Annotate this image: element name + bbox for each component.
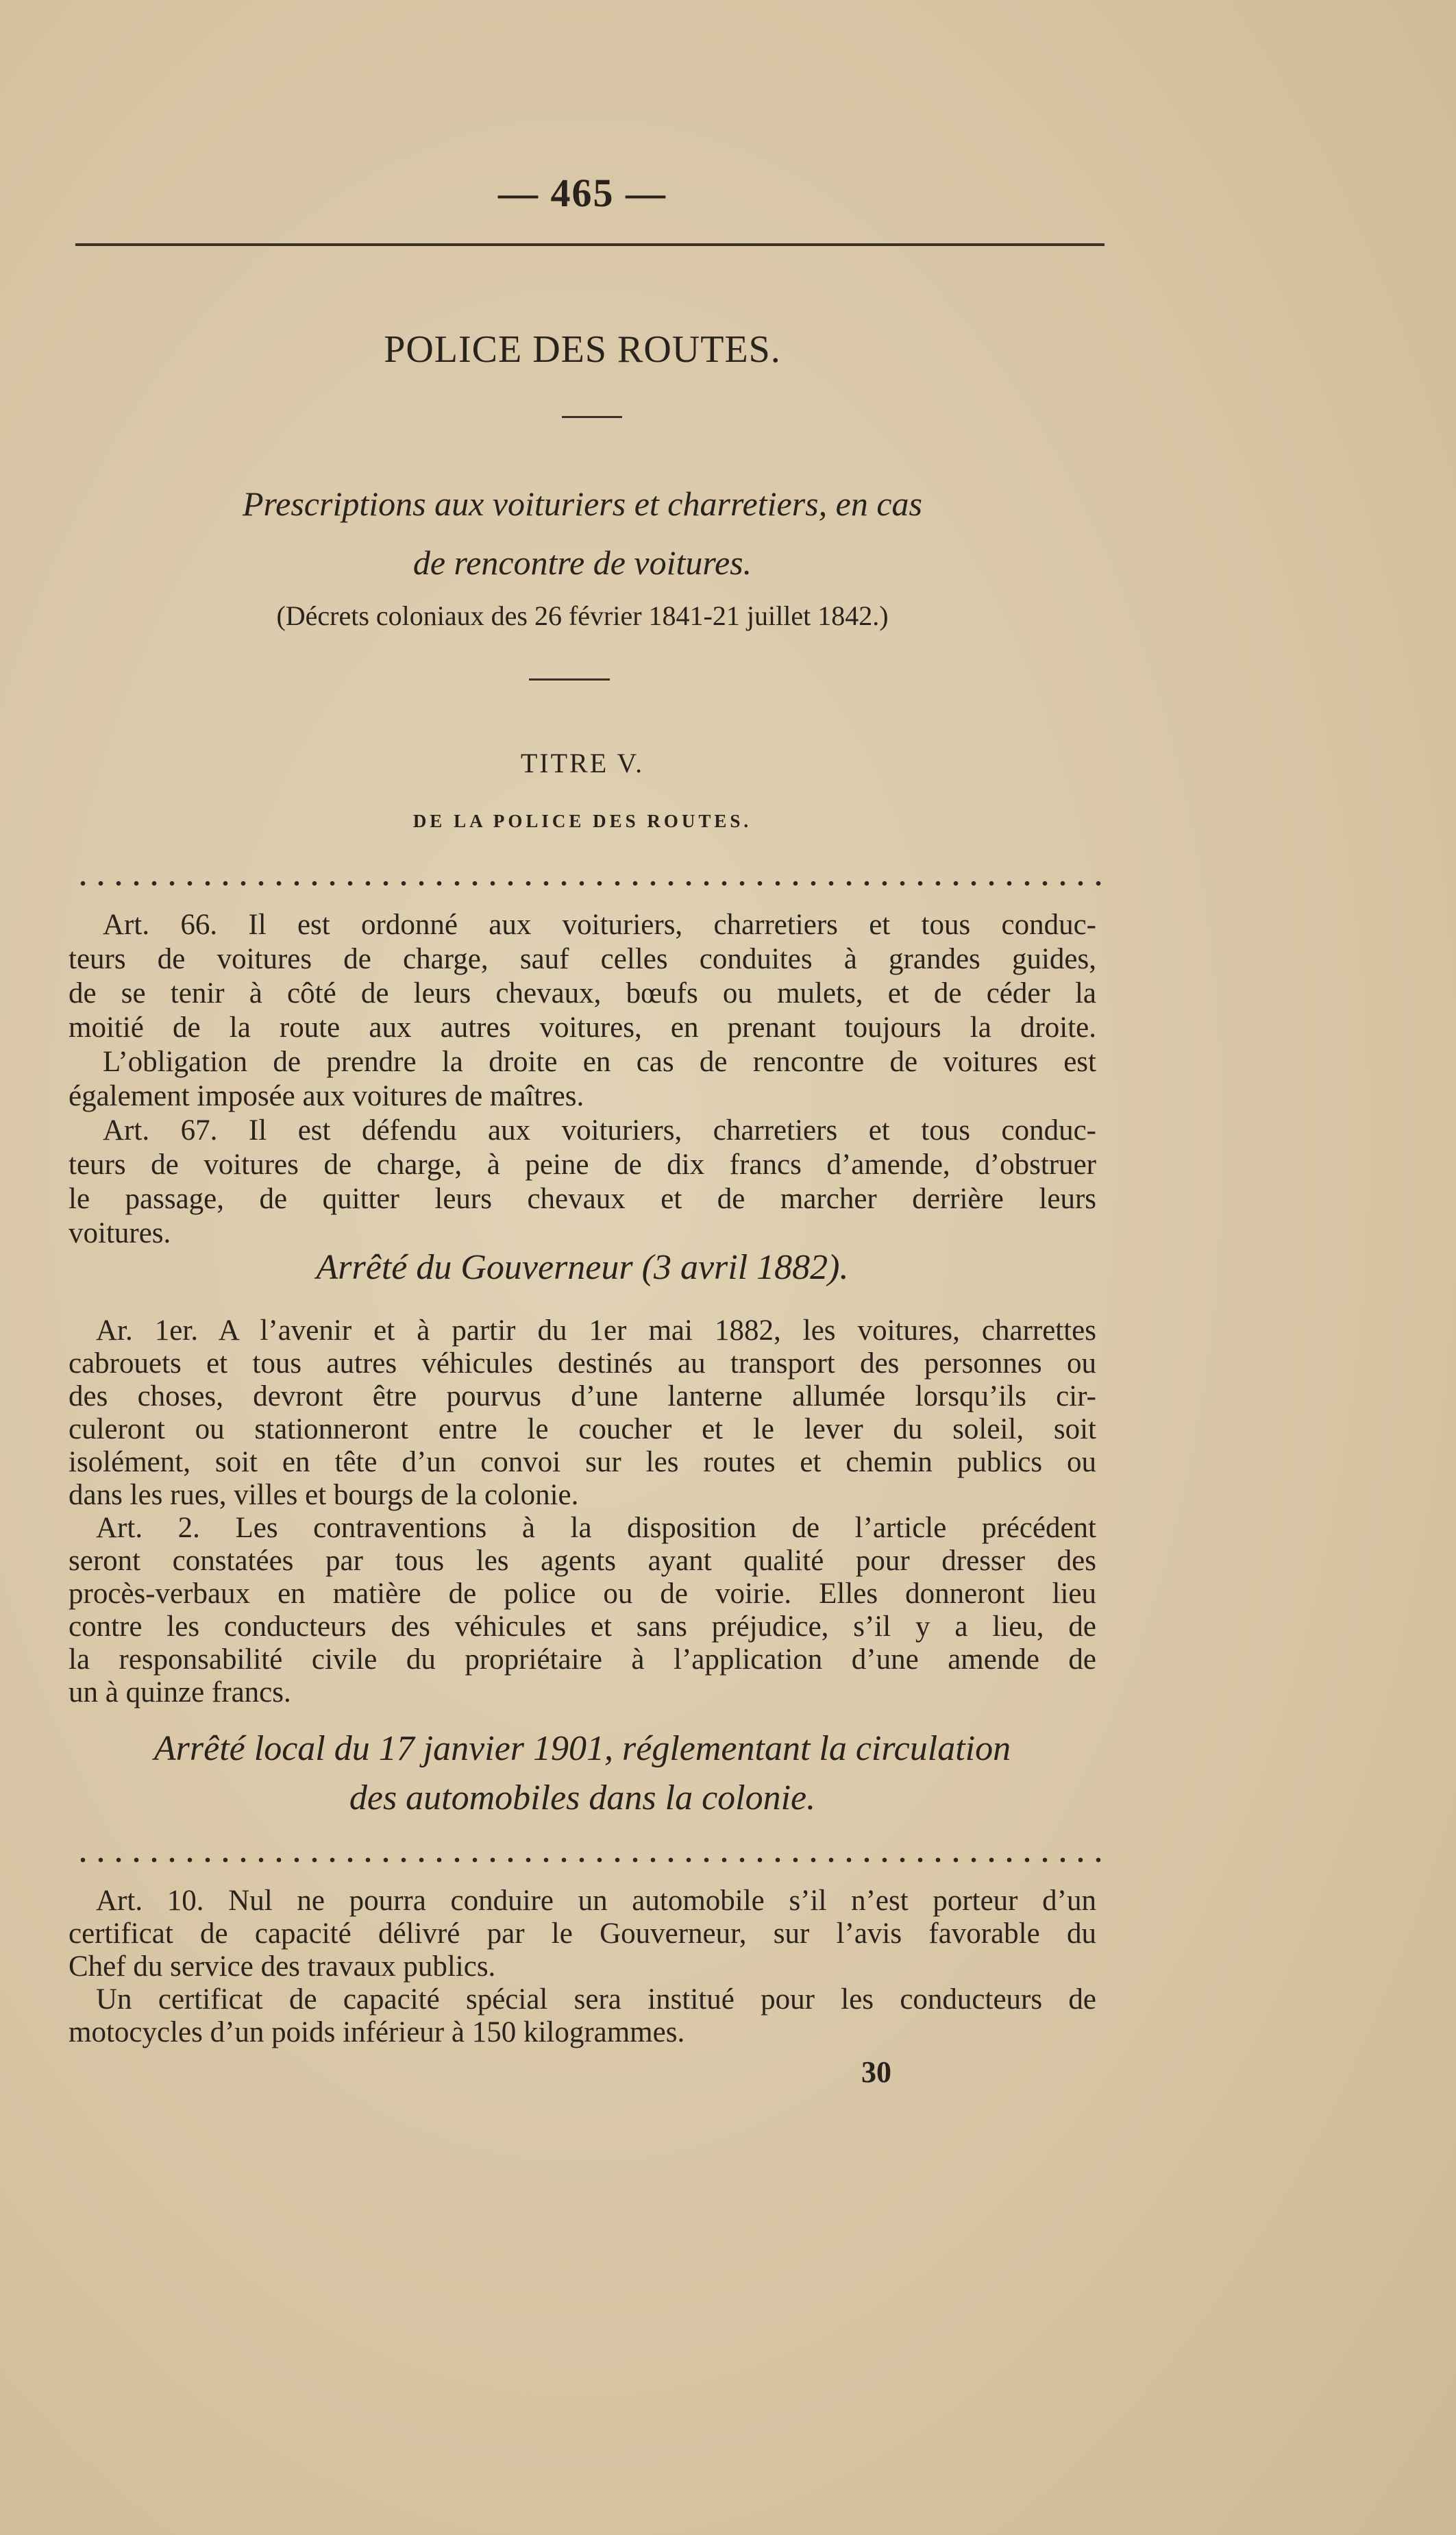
text-line: voitures. <box>69 1217 171 1249</box>
text-line: Art. 66. Il est ordonné aux voituriers, charretiers et tous conduc- <box>103 909 1096 941</box>
text-line: teurs de voitures de charge, à peine de dix francs d’amende, d’obstruer <box>69 1149 1096 1181</box>
subtitle-line: de rencontre de voitures. <box>412 543 752 582</box>
text-line: L’obligation de prendre la droite en cas de rencontre de voitures est <box>103 1046 1096 1078</box>
text-line: certificat de capacité délivré par le Gouverneur, sur l’avis favorable du <box>69 1918 1096 1950</box>
decrees-reference: (Décrets coloniaux des 26 février 1841-21 juillet 1842.) <box>276 600 889 631</box>
text-line: motocycles d’un poids inférieur à 150 kilogrammes. <box>69 2016 685 2048</box>
text-line: Chef du service des travaux publics. <box>69 1950 496 1983</box>
titre-heading: TITRE V. <box>520 748 645 779</box>
subtitle-line: Prescriptions aux voituriers et charretiers, en cas <box>243 485 922 523</box>
text-line: des choses, devront être pourvus d’une lanterne allumée lorsqu’ils cir- <box>69 1380 1096 1412</box>
page-title: POLICE DES ROUTES. <box>384 328 781 371</box>
folio-number: 30 <box>861 2055 891 2089</box>
section-heading: des automobiles dans la colonie. <box>349 1778 816 1817</box>
text-line: seront constatées par tous les agents ayant qualité pour dresser des <box>69 1545 1096 1577</box>
page-number: — 465 — <box>498 171 667 215</box>
text-line: de se tenir à côté de leurs chevaux, bœufs ou mulets, et de céder la <box>69 977 1096 1009</box>
text-line: le passage, de quitter leurs chevaux et de marcher derrière leurs <box>69 1183 1096 1215</box>
text-line: procès-verbaux en matière de police ou de voirie. Elles donneront lieu <box>69 1578 1096 1610</box>
text-line: un à quinze francs. <box>69 1676 291 1709</box>
title-rule <box>562 416 622 418</box>
section-heading: Arrêté du Gouverneur (3 avril 1882). <box>316 1248 849 1287</box>
text-line: également imposée aux voitures de maîtres. <box>69 1080 584 1112</box>
text-line: Art. 10. Nul ne pourra conduire un automobile s’il n’est porteur d’un <box>96 1885 1096 1917</box>
text-line: Art. 67. Il est défendu aux voituriers, charretiers et tous conduc- <box>103 1114 1096 1147</box>
titre-subheading: DE LA POLICE DES ROUTES. <box>412 811 752 831</box>
text-line: dans les rues, villes et bourgs de la colonie. <box>69 1479 579 1511</box>
text-line: Art. 2. Les contraventions à la disposition de l’article précédent <box>96 1512 1096 1544</box>
section-rule <box>529 678 610 681</box>
text-line: culeront ou stationneront entre le coucher et le lever du soleil, soit <box>69 1413 1096 1445</box>
header-rule <box>75 243 1105 246</box>
text-line: moitié de la route aux autres voitures, en prenant toujours la droite. <box>69 1012 1096 1044</box>
text-line: contre les conducteurs des véhicules et sans préjudice, s’il y a lieu, de <box>69 1611 1096 1643</box>
text-line: isolément, soit en tête d’un convoi sur les routes et chemin publics ou <box>69 1446 1096 1478</box>
text-line: la responsabilité civile du propriétaire à l’application d’une amende de <box>69 1643 1096 1676</box>
text-line: Un certificat de capacité spécial sera institué pour les conducteurs de <box>96 1983 1096 2016</box>
section-heading: Arrêté local du 17 janvier 1901, réglementant la circulation <box>153 1729 1011 1768</box>
text-line: Ar. 1er. A l’avenir et à partir du 1er mai 1882, les voitures, charrettes <box>96 1314 1096 1347</box>
text-line: teurs de voitures de charge, sauf celles conduites à grandes guides, <box>69 943 1096 975</box>
dotted-separator <box>74 1857 1102 1863</box>
dotted-separator <box>74 881 1102 886</box>
text-line: cabrouets et tous autres véhicules destinés au transport des personnes ou <box>69 1347 1096 1380</box>
